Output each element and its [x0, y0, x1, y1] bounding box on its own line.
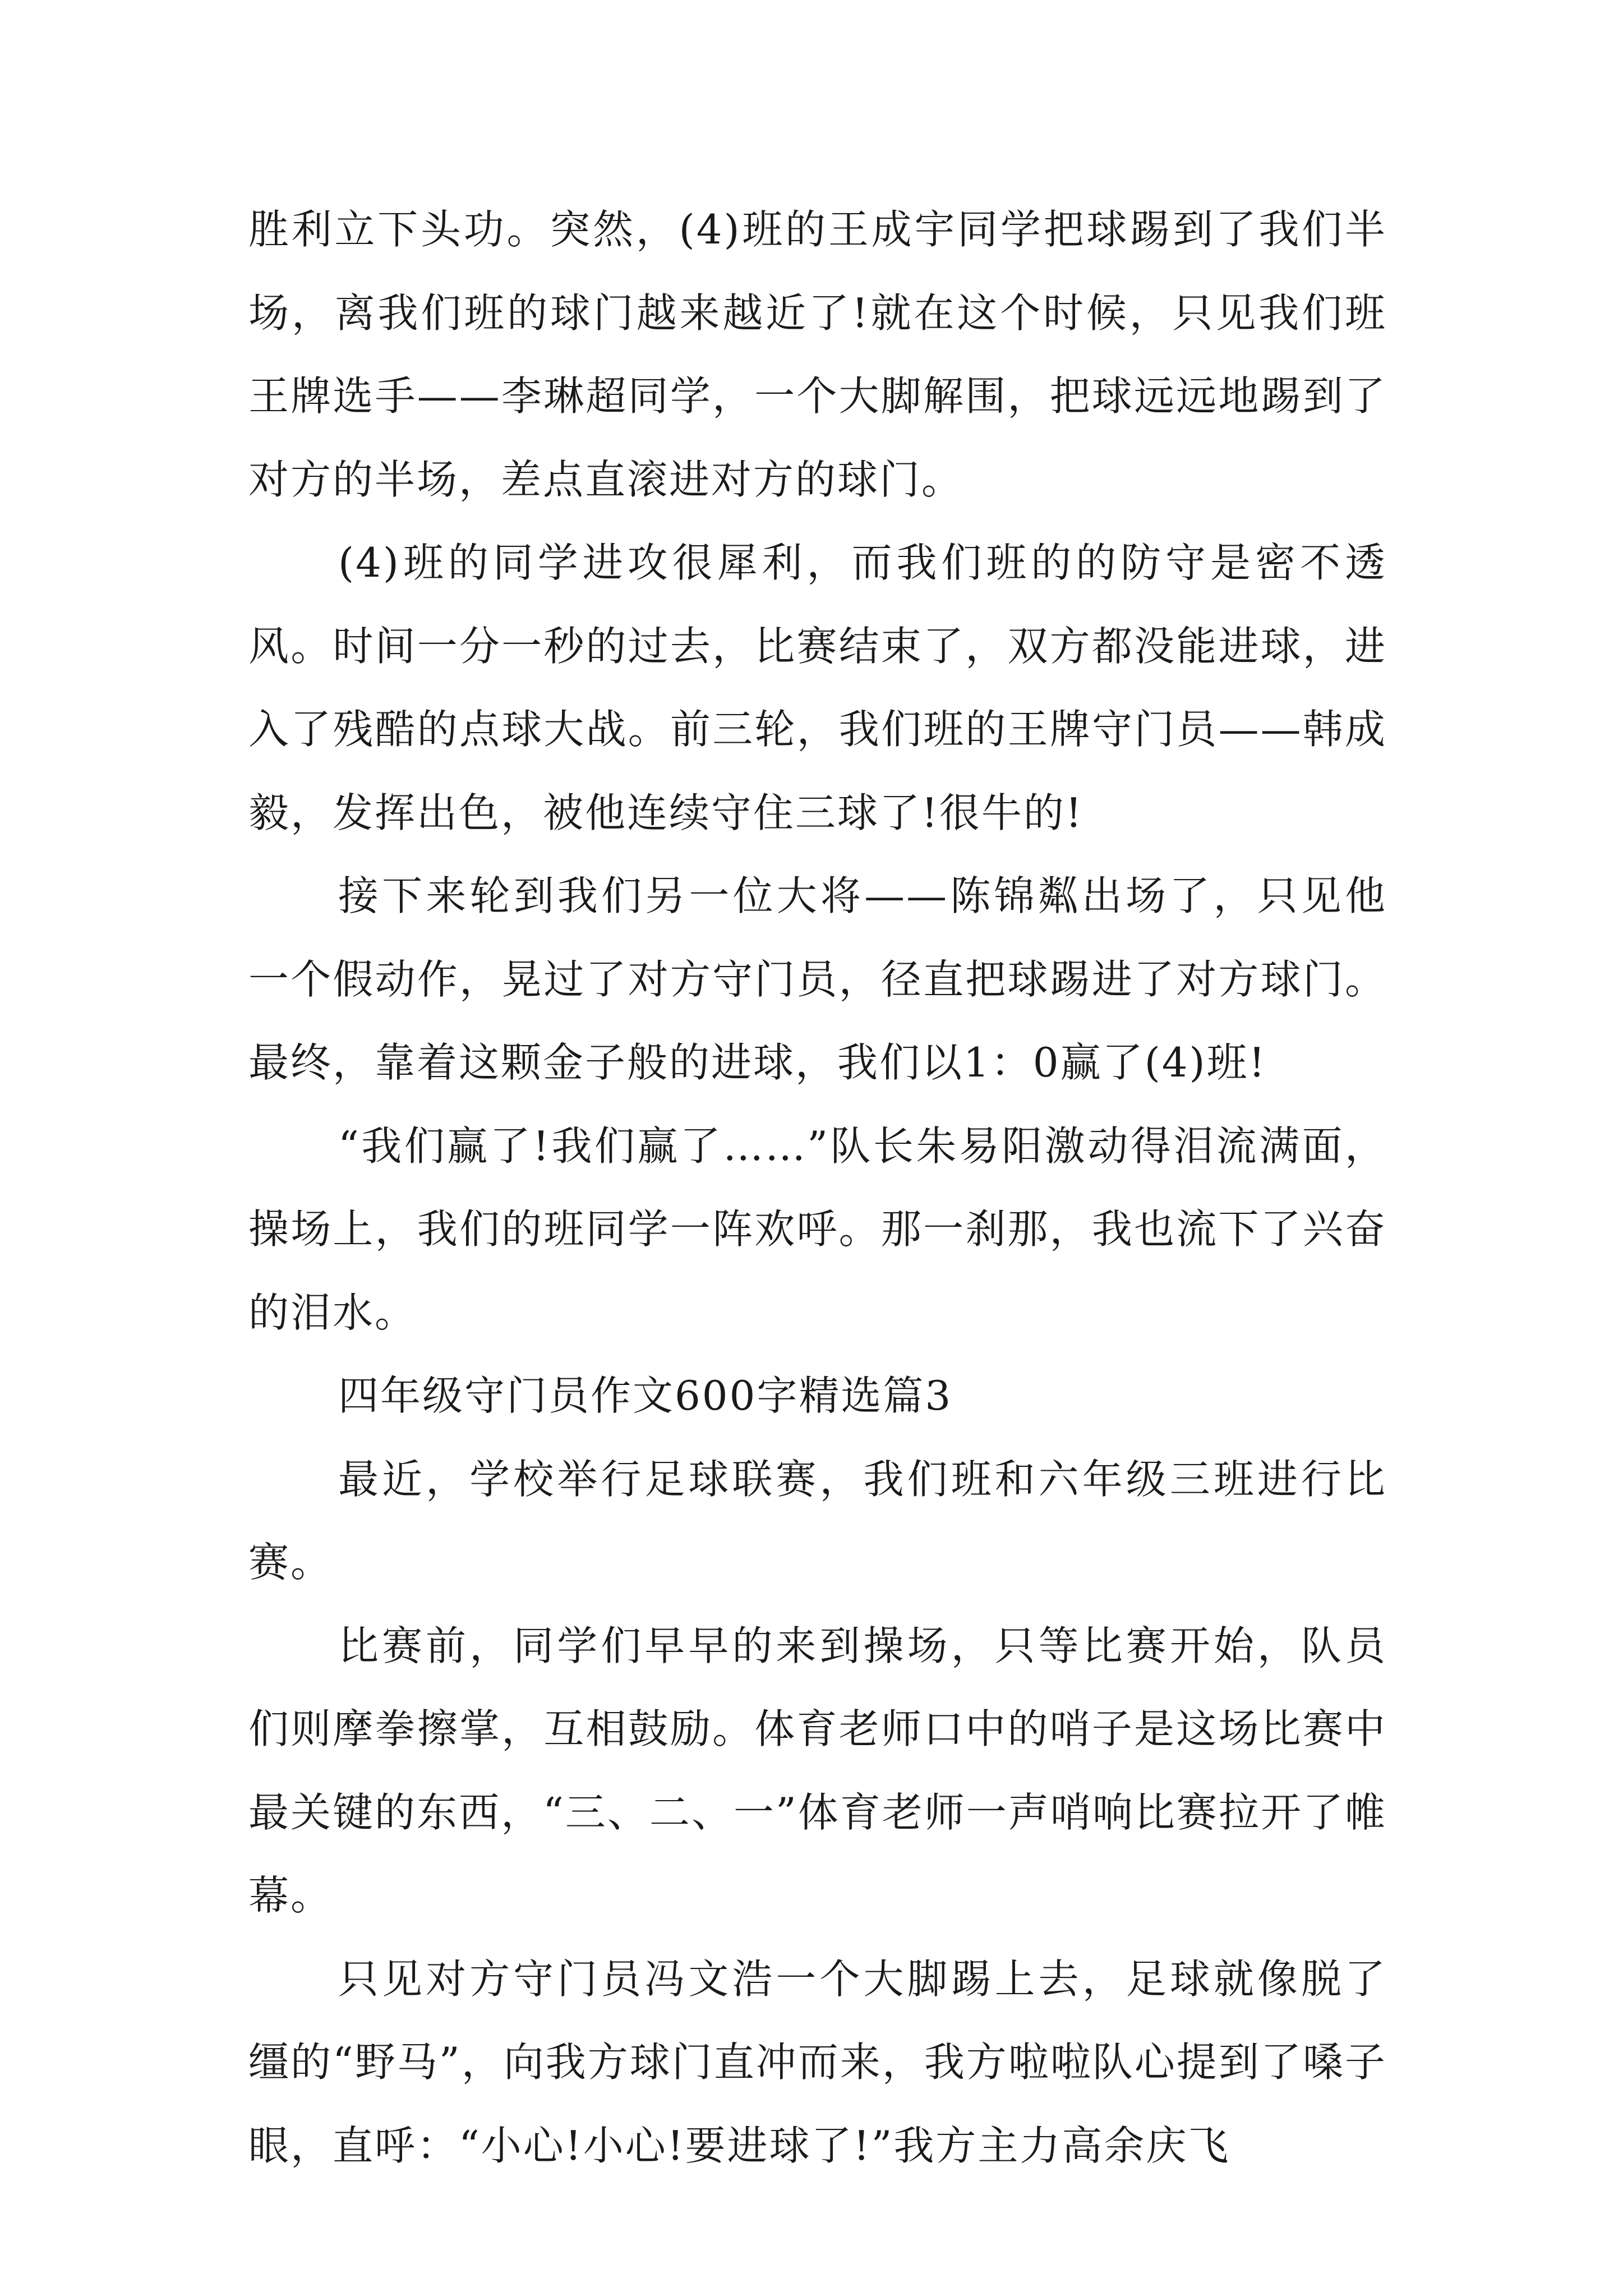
paragraph-5: 最近，学校举行足球联赛，我们班和六年级三班进行比赛。	[248, 1455, 1387, 1586]
paragraph-1: 胜利立下头功。突然，(4)班的王成宇同学把球踢到了我们半场，离我们班的球门越来越近了!就在这个时候，只见我们班王牌选手——李琳超同学，一个大脚解围，把球远远地踢到了对方的半场，差点直滚进对方的球门。	[248, 206, 1387, 503]
paragraph-7: 只见对方守门员冯文浩一个大脚踢上去，足球就像脱了缰的“野马”，向我方球门直冲而来，我方啦啦队心提到了嗓子眼，直呼：“小心!小心!要进球了!”我方主力高余庆飞	[248, 1955, 1387, 2169]
paragraph-3: 接下来轮到我们另一位大将——陈锦粼出场了，只见他一个假动作，晃过了对方守门员，径直把球踢进了对方球门。最终，靠着这颗金子般的进球，我们以1：0赢了(4)班!	[248, 872, 1387, 1086]
paragraph-6: 比赛前，同学们早早的来到操场，只等比赛开始，队员们则摩拳擦掌，互相鼓励。体育老师口中的哨子是这场比赛中最关键的东西，“三、二、一”体育老师一声哨响比赛拉开了帷幕。	[248, 1622, 1387, 1919]
body-text	[248, 188, 1387, 2187]
section-heading: 四年级守门员作文600字精选篇3	[338, 1372, 953, 1419]
paragraph-4: “我们赢了!我们赢了……”队长朱易阳激动得泪流满面，操场上，我们的班同学一阵欢呼。那一刹那，我也流下了兴奋的泪水。	[248, 1122, 1387, 1336]
paragraph-2: (4)班的同学进攻很犀利，而我们班的的防守是密不透风。时间一分一秒的过去，比赛结束了，双方都没能进球，进入了残酷的点球大战。前三轮，我们班的王牌守门员——韩成毅，发挥出色，被他连续守住三球了!很牛的!	[248, 539, 1387, 836]
